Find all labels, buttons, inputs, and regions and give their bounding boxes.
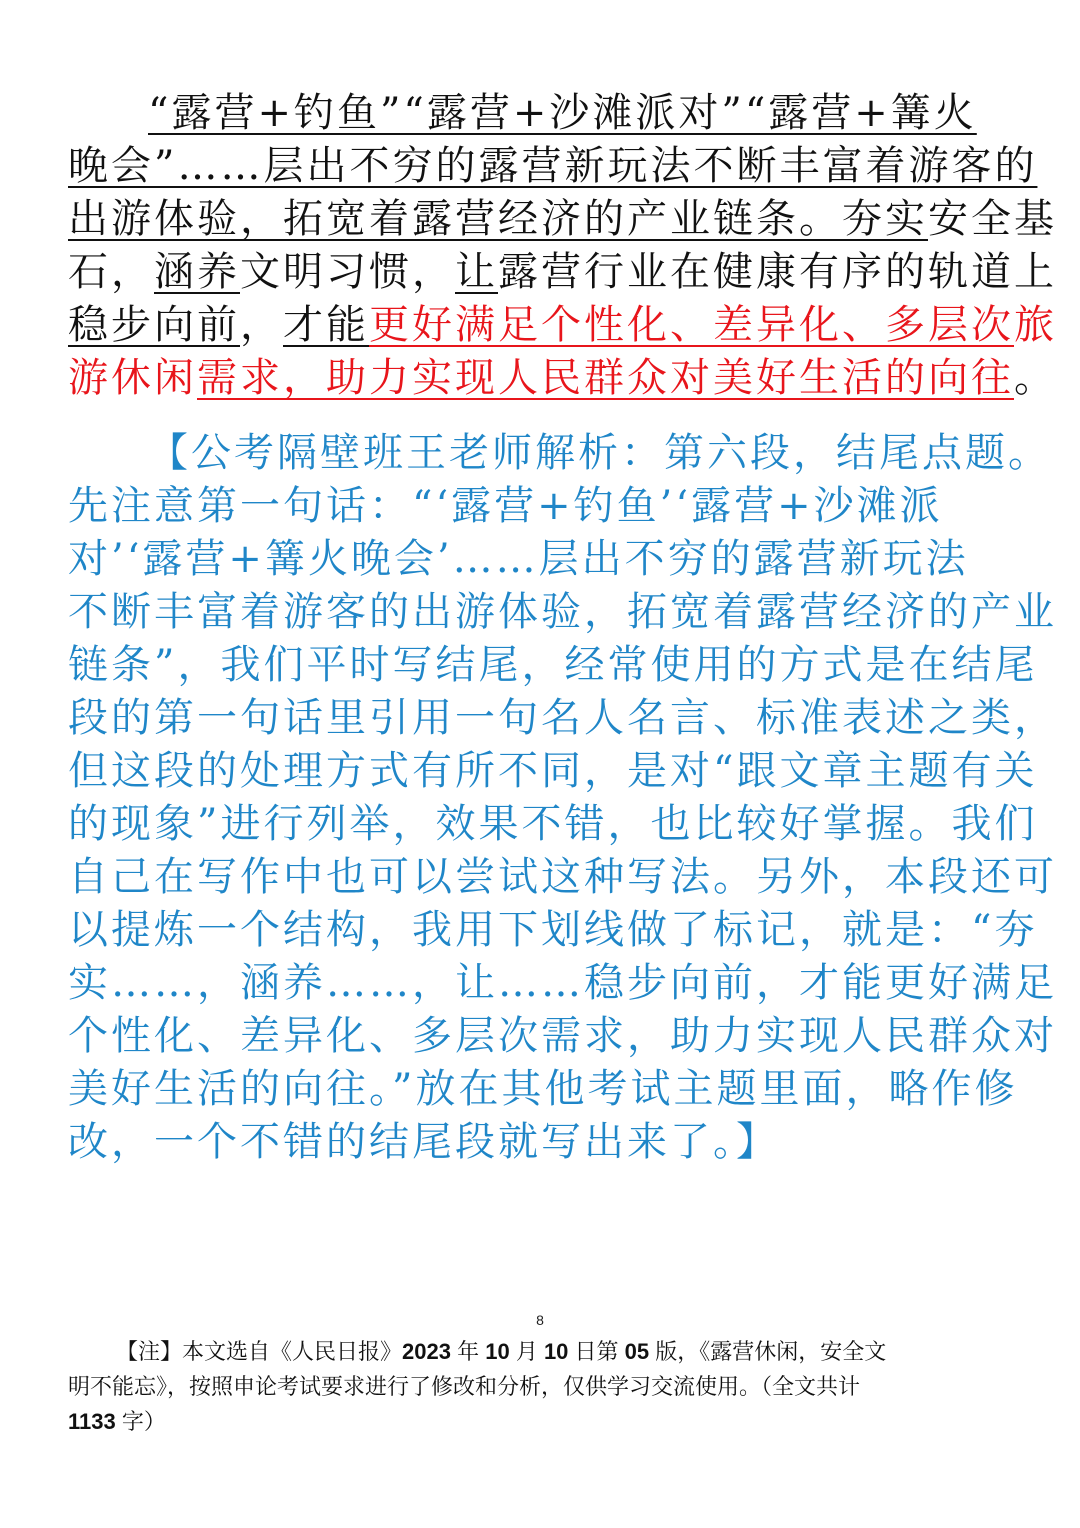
analysis-line-13: 美好生活的向往。”放在其他考试主题里面，略作修 bbox=[68, 1066, 1018, 1112]
analysis-line-5: 链条”，我们平时写结尾，经常使用的方式是在结尾 bbox=[68, 642, 1038, 688]
underlined-keyword: 涵养 bbox=[154, 249, 240, 295]
underlined-keyword: 才能 bbox=[283, 302, 369, 348]
analysis-line-10: 以提炼一个结构，我用下划线做了标记，就是：“夯 bbox=[68, 907, 1038, 953]
analysis-line-14: 改，一个不错的结尾段就写出来了。】 bbox=[68, 1119, 779, 1165]
page-number: 8 bbox=[536, 1312, 544, 1328]
footnote-line-1 bbox=[116, 1334, 1066, 1369]
footnote-tag: 【注】 bbox=[116, 1339, 183, 1364]
analysis-line-2: 先注意第一句话：“‘露营+钓鱼’‘露营+沙滩派 bbox=[68, 483, 943, 529]
underlined-keyword: 夯实 bbox=[842, 196, 928, 242]
analysis-line-6: 段的第一句话里引用一句名人名言、标准表述之类， bbox=[68, 695, 1057, 741]
analysis-line-3: 对’‘露营+篝火晚会’……层出不穷的露营新玩法 bbox=[68, 536, 969, 582]
footnote-text: 日第 bbox=[568, 1339, 625, 1364]
analysis-line-7: 但这段的处理方式有所不同，是对“跟文章主题有关 bbox=[68, 748, 1038, 794]
footnote-text: 字） bbox=[115, 1409, 166, 1434]
red-text: 旅 bbox=[1014, 302, 1057, 348]
paragraph-line-5 bbox=[68, 300, 1057, 354]
paragraph-line-4 bbox=[68, 247, 1057, 301]
footnote-month: 10 bbox=[485, 1339, 510, 1364]
highlighted-red-text: 更好满足个性化、差异化、多层次 bbox=[369, 302, 1014, 348]
analysis-line-1: 【公考隔壁班王老师解析：第六段，结尾点题。 bbox=[148, 430, 1051, 476]
analysis-line-12: 个性化、差异化、多层次需求，助力实现人民群众对 bbox=[68, 1013, 1057, 1059]
highlighted-red-text: 需求，助力实现人民群众对美好生活的向往 bbox=[197, 355, 1014, 401]
footnote-text: 月 bbox=[509, 1339, 544, 1364]
footnote-line-2 bbox=[68, 1369, 1018, 1404]
plain-text: 文明习惯， bbox=[240, 249, 455, 295]
plain-text: 石， bbox=[68, 249, 154, 295]
plain-text: 安全基 bbox=[928, 196, 1057, 242]
underlined-text: 出游体验，拓宽着露营经济的产业链条。 bbox=[68, 196, 842, 242]
paragraph-line-1 bbox=[148, 88, 977, 142]
analysis-line-4: 不断丰富着游客的出游体验，拓宽着露营经济的产业 bbox=[68, 589, 1057, 635]
footnote-text: 明不能忘》，按照申论考试要求进行了修改和分析，仅供学习交流使用。（全文共计 bbox=[68, 1374, 861, 1399]
footnote-year: 2023 bbox=[402, 1339, 451, 1364]
footnote-text: 版，《露营休闲，安全文 bbox=[649, 1339, 887, 1364]
footnote-word-count: 1133 bbox=[68, 1409, 116, 1434]
paragraph-line-3 bbox=[68, 194, 1057, 248]
plain-text: ， bbox=[240, 302, 283, 348]
analysis-line-8: 的现象”进行列举，效果不错，也比较好掌握。我们 bbox=[68, 801, 1038, 847]
paragraph-line-6 bbox=[68, 353, 1057, 407]
footnote-text: 年 bbox=[450, 1339, 486, 1364]
analysis-line-11: 实……，涵养……，让……稳步向前，才能更好满足 bbox=[68, 960, 1057, 1006]
underlined-keyword: 稳步向前 bbox=[68, 302, 240, 348]
underlined-keyword: 让 bbox=[455, 249, 498, 295]
underlined-text: “露营+钓鱼”“露营+沙滩派对”“露营+篝火 bbox=[148, 90, 977, 136]
footnote-line-3 bbox=[68, 1404, 1018, 1439]
footnote-day: 10 bbox=[543, 1339, 569, 1364]
underlined-text: 晚会”……层出不穷的露营新玩法不断丰富着游客的 bbox=[68, 143, 1038, 189]
paragraph-line-2 bbox=[68, 141, 1037, 195]
plain-text: 。 bbox=[1014, 355, 1057, 401]
red-text: 游休闲 bbox=[68, 355, 197, 401]
plain-text: 露营行业在健康有序的轨道上 bbox=[498, 249, 1057, 295]
analysis-line-9: 自己在写作中也可以尝试这种写法。另外，本段还可 bbox=[68, 854, 1057, 900]
footnote-edition: 05 bbox=[624, 1339, 650, 1364]
footnote-text: 本文选自《人民日报》 bbox=[182, 1339, 403, 1364]
